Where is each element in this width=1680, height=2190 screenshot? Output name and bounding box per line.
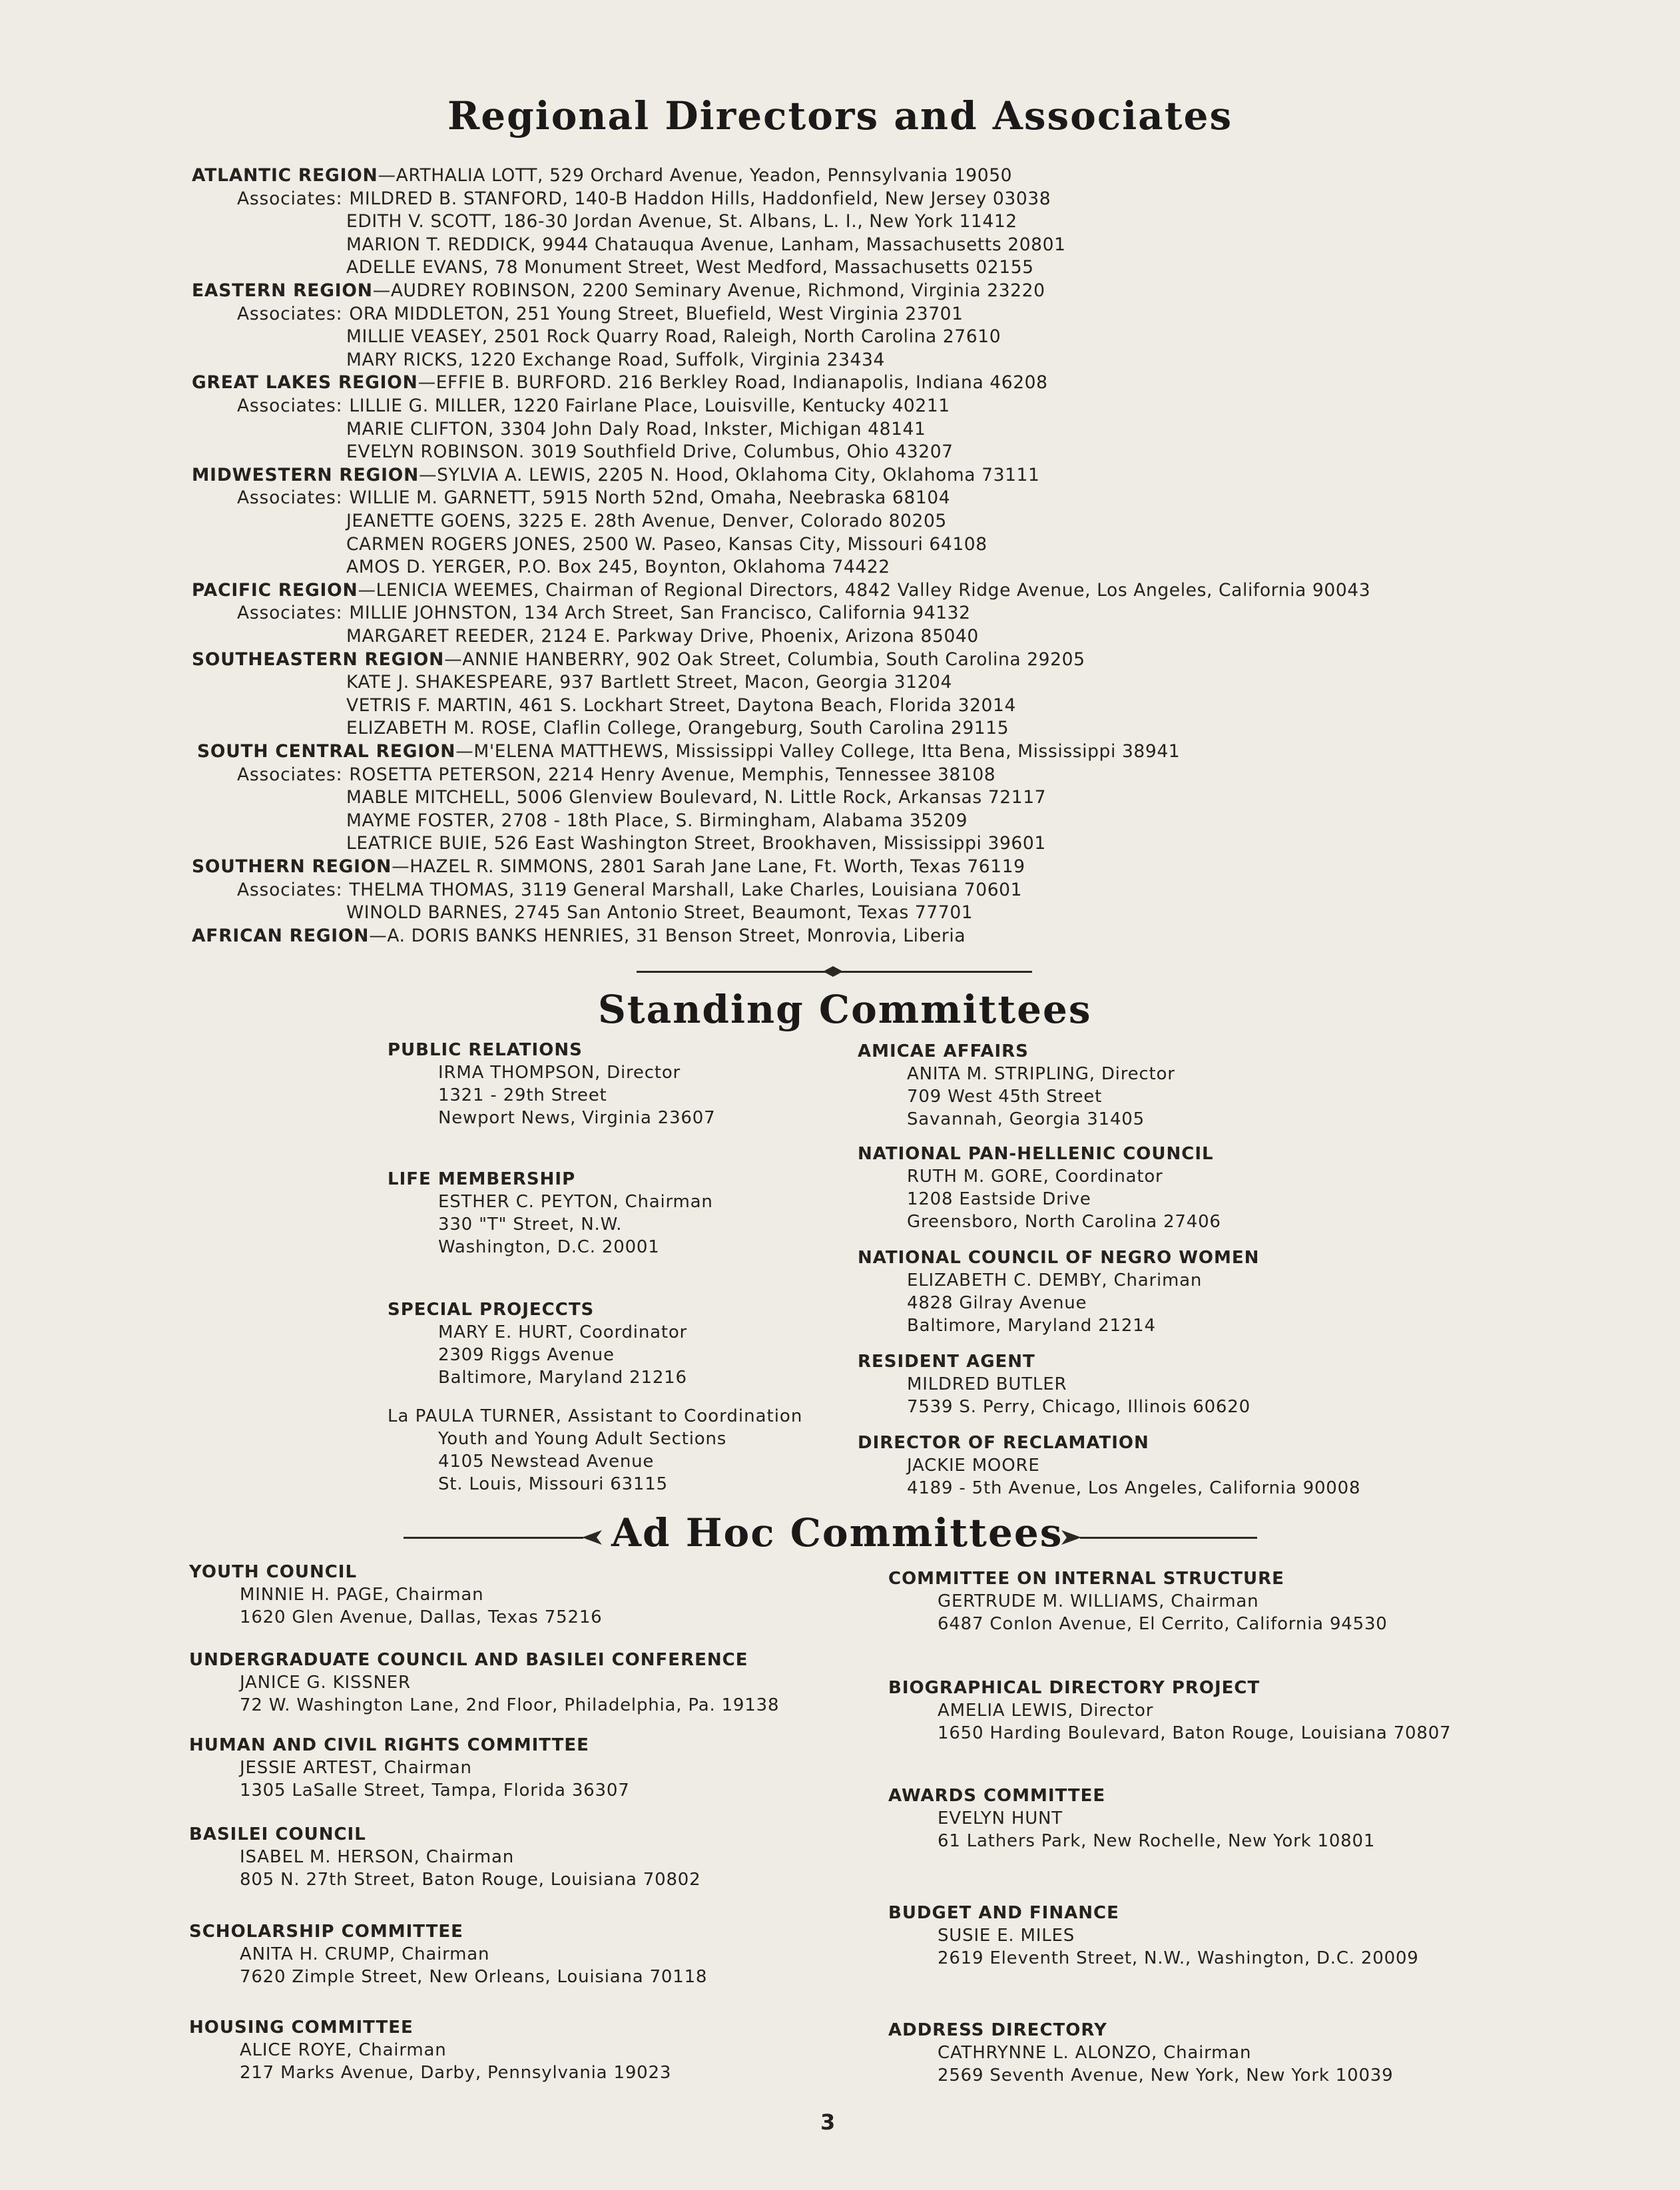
region-entry-text: ORA MIDDLETON, 251 Young Street, Bluefield, West Virginia 23701 (349, 304, 964, 324)
standing-left-detail: 4105 Newstead Avenue (438, 1452, 655, 1472)
adhoc-right-heading: BIOGRAPHICAL DIRECTORY PROJECT (888, 1678, 1260, 1698)
standing-right-detail: Savannah, Georgia 31405 (907, 1109, 1145, 1129)
divider-ornament-icon (823, 965, 843, 977)
adhoc-right-heading: COMMITTEE ON INTERNAL STRUCTURE (888, 1569, 1284, 1589)
standing-left-detail: Baltimore, Maryland 21216 (438, 1368, 687, 1388)
regional-line (346, 509, 947, 533)
adhoc-left-heading: HUMAN AND CIVIL RIGHTS COMMITTEE (189, 1735, 589, 1755)
regional-line (192, 648, 1085, 671)
standing-left-heading: LIFE MEMBERSHIP (388, 1169, 576, 1189)
regional-line (237, 302, 964, 326)
regional-line (346, 325, 1001, 348)
region-entry-text: MARION T. REDDICK, 9944 Chatauqua Avenue, Lanham, Massachusetts 20801 (346, 234, 1066, 255)
standing-right-detail: 4828 Gilray Avenue (907, 1293, 1087, 1313)
regional-line (346, 256, 1034, 279)
regional-line (192, 463, 1039, 487)
region-entry-text: KATE J. SHAKESPEARE, 937 Bartlett Street, Macon, Georgia 31204 (346, 672, 952, 692)
adhoc-left-detail: JANICE G. KISSNER (240, 1673, 411, 1693)
adhoc-right-detail: 2619 Eleventh Street, N.W., Washington, D.C. 20009 (938, 1948, 1419, 1968)
region-label: Associates: (237, 487, 343, 508)
adhoc-left-detail: 1620 Glen Avenue, Dallas, Texas 75216 (240, 1607, 603, 1627)
region-entry-text: EDITH V. SCOTT, 186-30 Jordan Avenue, St. Albans, L. I., New York 11412 (346, 211, 1017, 232)
adhoc-left-detail: ALICE ROYE, Chairman (240, 2040, 447, 2060)
standing-left-detail: Newport News, Virginia 23607 (438, 1108, 716, 1128)
region-entry-text: MAYME FOSTER, 2708 - 18th Place, S. Birmingham, Alabama 35209 (346, 810, 968, 831)
regional-line (346, 901, 973, 924)
adhoc-left-heading: HOUSING COMMITTEE (189, 2018, 414, 2038)
regional-line (346, 533, 987, 556)
adhoc-right-heading: ADDRESS DIRECTORY (888, 2020, 1107, 2040)
standing-left-detail: 2309 Riggs Avenue (438, 1345, 615, 1365)
standing-right-detail: ANITA M. STRIPLING, Director (907, 1064, 1175, 1084)
adhoc-right-detail: CATHRYNNE L. ALONZO, Chairman (938, 2043, 1252, 2063)
standing-right-heading: DIRECTOR OF RECLAMATION (858, 1433, 1149, 1453)
adhoc-left-heading: YOUTH COUNCIL (189, 1562, 358, 1582)
standing-left-detail: St. Louis, Missouri 63115 (438, 1474, 668, 1494)
region-entry-text: —A. DORIS BANKS HENRIES, 31 Benson Street, Monrovia, Liberia (369, 926, 966, 946)
regional-line (237, 878, 1022, 902)
adhoc-right-detail: 1650 Harding Boulevard, Baton Rouge, Louisiana 70807 (938, 1723, 1452, 1743)
standing-left-detail: Washington, D.C. 20001 (438, 1237, 660, 1257)
region-label: ATLANTIC REGION (192, 165, 378, 186)
regional-line (197, 740, 1180, 763)
regional-line (346, 809, 968, 832)
standing-right-heading: NATIONAL COUNCIL OF NEGRO WOMEN (858, 1248, 1260, 1268)
standing-left-heading: PUBLIC RELATIONS (388, 1040, 583, 1060)
region-entry-text: —AUDREY ROBINSON, 2200 Seminary Avenue, Richmond, Virginia 23220 (372, 280, 1045, 301)
page-number: 3 (820, 2109, 836, 2135)
standing-right-detail: MILDRED BUTLER (907, 1374, 1067, 1394)
region-entry-text: MABLE MITCHELL, 5006 Glenview Boulevard, N. Little Rock, Arkansas 72117 (346, 787, 1047, 808)
adhoc-left-heading: SCHOLARSHIP COMMITTEE (189, 1922, 463, 1942)
standing-right-detail: 709 West 45th Street (907, 1087, 1103, 1107)
region-entry-text: —SYLVIA A. LEWIS, 2205 N. Hood, Oklahoma City, Oklahoma 73111 (419, 465, 1040, 485)
region-entry-text: —LENICIA WEEMES, Chairman of Regional Directors, 4842 Valley Ridge Avenue, Los Angeles, California 90043 (358, 580, 1371, 601)
regional-line (346, 671, 952, 694)
standing-right-detail: Baltimore, Maryland 21214 (907, 1316, 1156, 1336)
regional-line (192, 164, 1012, 187)
region-entry-text: LILLIE G. MILLER, 1220 Fairlane Place, Louisville, Kentucky 40211 (349, 396, 950, 416)
region-entry-text: ELIZABETH M. ROSE, Claflin College, Orangeburg, South Carolina 29115 (346, 718, 1009, 738)
regional-line (346, 233, 1066, 256)
regional-line (346, 694, 1016, 717)
region-entry-text: JEANETTE GOENS, 3225 E. 28th Avenue, Denver, Colorado 80205 (346, 511, 947, 531)
region-entry-text: —ANNIE HANBERRY, 902 Oak Street, Columbia, South Carolina 29205 (444, 649, 1085, 670)
adhoc-right-detail: AMELIA LEWIS, Director (938, 1701, 1154, 1721)
adhoc-right-detail: SUSIE E. MILES (938, 1926, 1075, 1946)
adhoc-left-rule (404, 1537, 583, 1539)
standing-left-detail: ESTHER C. PEYTON, Chairman (438, 1192, 713, 1212)
standing-left-detail: IRMA THOMPSON, Director (438, 1063, 681, 1083)
region-label: EASTERN REGION (192, 280, 373, 301)
region-label: Associates: (237, 603, 343, 623)
region-entry-text: AMOS D. YERGER, P.O. Box 245, Boynton, Oklahoma 74422 (346, 557, 890, 577)
adhoc-left-detail: ISABEL M. HERSON, Chairman (240, 1847, 514, 1867)
regional-line (192, 924, 966, 948)
region-entry-text: —ARTHALIA LOTT, 529 Orchard Avenue, Yeadon, Pennsylvania 19050 (378, 165, 1013, 186)
region-entry-text: —HAZEL R. SIMMONS, 2801 Sarah Jane Lane, Ft. Worth, Texas 76119 (392, 856, 1025, 877)
region-entry-text: CARMEN ROGERS JONES, 2500 W. Paseo, Kansas City, Missouri 64108 (346, 534, 987, 555)
region-entry-text: —M'ELENA MATTHEWS, Mississippi Valley College, Itta Bena, Mississippi 38941 (455, 741, 1181, 762)
region-entry-text: WINOLD BARNES, 2745 San Antonio Street, Beaumont, Texas 77701 (346, 902, 974, 923)
regional-line (237, 394, 950, 417)
right-arrow-icon (1061, 1530, 1081, 1545)
standing-right-detail: RUTH M. GORE, Coordinator (907, 1167, 1163, 1187)
region-entry-text: ADELLE EVANS, 78 Monument Street, West Medford, Massachusetts 02155 (346, 257, 1034, 278)
region-entry-text: LEATRICE BUIE, 526 East Washington Street, Brookhaven, Mississippi 39601 (346, 833, 1046, 854)
adhoc-right-rule (1080, 1537, 1257, 1539)
standing-right-detail: 1208 Eastside Drive (907, 1189, 1091, 1209)
regional-line (346, 832, 1046, 855)
region-label: Associates: (237, 396, 343, 416)
standing-right-detail: ELIZABETH C. DEMBY, Chariman (907, 1270, 1203, 1290)
regional-line (346, 417, 926, 441)
regional-line (346, 210, 1017, 233)
left-arrow-icon (582, 1530, 602, 1545)
regional-line (346, 786, 1046, 809)
standing-left-heading: SPECIAL PROJECCTS (388, 1300, 595, 1320)
adhoc-left-detail: 1305 LaSalle Street, Tampa, Florida 36307 (240, 1780, 630, 1800)
standing-left-detail: MARY E. HURT, Coordinator (438, 1322, 688, 1342)
standing-left-heading: La PAULA TURNER, Assistant to Coordination (388, 1406, 803, 1426)
region-entry-text: THELMA THOMAS, 3119 General Marshall, Lake Charles, Louisiana 70601 (349, 880, 1023, 900)
adhoc-left-detail: JESSIE ARTEST, Chairman (240, 1758, 472, 1778)
region-label: Associates: (237, 880, 343, 900)
region-entry-text: MARY RICKS, 1220 Exchange Road, Suffolk, Virginia 23434 (346, 350, 885, 370)
standing-right-detail: Greensboro, North Carolina 27406 (907, 1212, 1221, 1232)
region-label: Associates: (237, 304, 343, 324)
region-entry-text: VETRIS F. MARTIN, 461 S. Lockhart Street, Daytona Beach, Florida 32014 (346, 695, 1016, 716)
regional-line (237, 187, 1051, 210)
region-label: SOUTHERN REGION (192, 856, 392, 877)
regional-line (192, 371, 1048, 394)
standing-right-detail: 7539 S. Perry, Chicago, Illinois 60620 (907, 1397, 1251, 1417)
region-entry-text: MARGARET REEDER, 2124 E. Parkway Drive, Phoenix, Arizona 85040 (346, 626, 979, 647)
region-entry-text: MILLIE VEASEY, 2501 Rock Quarry Road, Raleigh, North Carolina 27610 (346, 326, 1001, 347)
regional-line (237, 601, 971, 625)
region-entry-text: MARIE CLIFTON, 3304 John Daly Road, Inkster, Michigan 48141 (346, 419, 926, 439)
adhoc-left-heading: BASILEI COUNCIL (189, 1824, 366, 1844)
adhoc-right-detail: EVELYN HUNT (938, 1808, 1063, 1828)
regional-line (346, 348, 885, 372)
adhoc-committees-title: Ad Hoc Committees (611, 1510, 1063, 1555)
region-entry-text: ROSETTA PETERSON, 2214 Henry Avenue, Memphis, Tennessee 38108 (349, 764, 996, 785)
standing-right-heading: AMICAE AFFAIRS (858, 1041, 1029, 1061)
standing-right-heading: RESIDENT AGENT (858, 1352, 1035, 1372)
regional-line (237, 763, 995, 786)
region-label: PACIFIC REGION (192, 580, 358, 601)
region-label: SOUTH CENTRAL REGION (197, 741, 456, 762)
regional-line (346, 555, 890, 579)
standing-right-detail: JACKIE MOORE (907, 1456, 1040, 1476)
adhoc-left-heading: UNDERGRADUATE COUNCIL AND BASILEI CONFERENCE (189, 1650, 748, 1670)
adhoc-right-detail: 61 Lathers Park, New Rochelle, New York 10801 (938, 1831, 1376, 1851)
regional-line (192, 279, 1045, 302)
standing-committees-title: Standing Committees (598, 987, 1092, 1032)
regional-line (346, 440, 954, 463)
region-label: Associates: (237, 188, 343, 209)
regional-line (192, 579, 1370, 602)
adhoc-right-heading: AWARDS COMMITTEE (888, 1786, 1106, 1806)
region-label: SOUTHEASTERN REGION (192, 649, 445, 670)
region-entry-text: WILLIE M. GARNETT, 5915 North 52nd, Omaha, Neebraska 68104 (349, 487, 951, 508)
adhoc-left-detail: 805 N. 27th Street, Baton Rouge, Louisiana 70802 (240, 1870, 701, 1890)
region-label: GREAT LAKES REGION (192, 372, 418, 393)
adhoc-left-detail: 7620 Zimple Street, New Orleans, Louisiana 70118 (240, 1967, 708, 1987)
standing-left-detail: 1321 - 29th Street (438, 1085, 607, 1105)
region-label: AFRICAN REGION (192, 926, 370, 946)
adhoc-right-detail: 6487 Conlon Avenue, El Cerrito, California 94530 (938, 1614, 1388, 1634)
region-label: MIDWESTERN REGION (192, 465, 420, 485)
adhoc-right-detail: GERTRUDE M. WILLIAMS, Chairman (938, 1591, 1259, 1611)
adhoc-left-detail: ANITA H. CRUMP, Chairman (240, 1944, 490, 1964)
region-entry-text: EVELYN ROBINSON. 3019 Southfield Drive, Columbus, Ohio 43207 (346, 441, 954, 462)
region-entry-text: —EFFIE B. BURFORD. 216 Berkley Road, Indianapolis, Indiana 46208 (418, 372, 1048, 393)
region-entry-text: MILLIE JOHNSTON, 134 Arch Street, San Francisco, California 94132 (349, 603, 971, 623)
regional-line (237, 486, 950, 509)
regional-line (192, 855, 1025, 878)
standing-left-detail: 330 "T" Street, N.W. (438, 1215, 623, 1234)
standing-right-heading: NATIONAL PAN-HELLENIC COUNCIL (858, 1144, 1214, 1164)
regional-line (346, 716, 1009, 740)
regional-line (346, 625, 979, 648)
region-entry-text: MILDRED B. STANFORD, 140-B Haddon Hills, Haddonfield, New Jersey 03038 (349, 188, 1051, 209)
adhoc-left-detail: 217 Marks Avenue, Darby, Pennsylvania 19023 (240, 2063, 672, 2083)
adhoc-right-detail: 2569 Seventh Avenue, New York, New York 10039 (938, 2065, 1394, 2085)
adhoc-left-detail: MINNIE H. PAGE, Chairman (240, 1585, 484, 1605)
adhoc-left-detail: 72 W. Washington Lane, 2nd Floor, Philadelphia, Pa. 19138 (240, 1695, 780, 1715)
region-label: Associates: (237, 764, 343, 785)
standing-left-detail: Youth and Young Adult Sections (438, 1429, 727, 1449)
adhoc-right-heading: BUDGET AND FINANCE (888, 1903, 1119, 1923)
regional-directors-title: Regional Directors and Associates (447, 93, 1233, 138)
standing-right-detail: 4189 - 5th Avenue, Los Angeles, California 90008 (907, 1478, 1361, 1498)
